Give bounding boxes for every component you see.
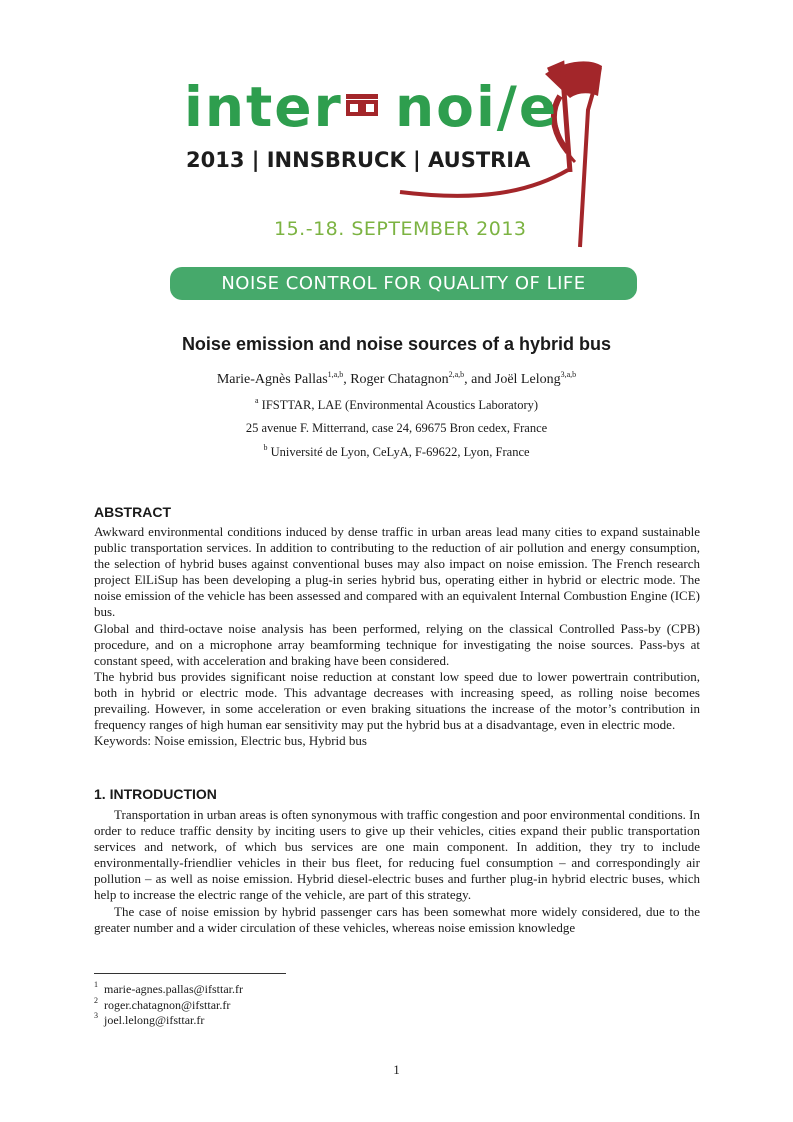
affiliation-text: IFSTTAR, LAE (Environmental Acoustics Laboratory) — [258, 398, 539, 412]
footnote-number: 1 — [94, 980, 98, 989]
affiliation-address: 25 avenue F. Mitterrand, case 24, 69675 Bron cedex, France — [245, 421, 548, 435]
motto-banner — [170, 267, 637, 300]
brand-word-inter: inter — [184, 75, 343, 139]
author-affiliation-mark: 1,a,b — [327, 370, 344, 379]
affiliation-text: Université de Lyon, CeLyA, F-69622, Lyon, France — [267, 445, 530, 459]
author-separator: , and — [464, 372, 495, 387]
affiliation-b — [0, 445, 793, 460]
abstract-body — [94, 524, 700, 749]
motto-text: NOISE CONTROL FOR QUALITY OF LIFE — [221, 273, 586, 294]
footnote-divider — [94, 973, 286, 974]
introduction-heading: 1. INTRODUCTION — [94, 786, 217, 802]
author-name: Joël Lelong — [494, 372, 561, 387]
introduction-paragraph: The case of noise emission by hybrid passenger cars has been somewhat more widely considered, due to the greater number and a wider circulation of these vehicles, whereas noise emission knowledge — [94, 903, 700, 935]
affiliation-a — [0, 398, 793, 413]
brand-word-noise: noi/e — [395, 75, 559, 139]
footnotes — [94, 982, 243, 1029]
introduction-body — [94, 807, 700, 936]
abstract-paragraph: Global and third-octave noise analysis has been performed, relying on the classical Controlled Pass-by (CPB) procedure, and on a microphone array beamforming technique for investigating the noise sources. Pass-bys at constant speed, with acceleration and braking have been considered. — [94, 620, 700, 668]
author-list — [0, 372, 793, 388]
conference-logo — [150, 52, 650, 312]
author-separator: , — [343, 372, 351, 387]
affiliation-mark: a — [254, 396, 259, 405]
abstract-paragraph: Awkward environmental conditions induced by dense traffic in urban areas lead many cities to expand sustainable public transportation services. In addition to contributing to the reduction of air pollution and energy consumption, the selection of hybrid buses against conventional buses may also impact on noise emission. The French research project ElLiSup has been developing a plug-in series hybrid bus, operating either in hybrid or electric mode. The noise emission of the vehicle has been assessed and compared with an equivalent Internal Combustion Engine (ICE) bus. — [94, 524, 700, 620]
author-name: Roger Chatagnon — [350, 372, 449, 387]
conference-dates: 15.-18. SEPTEMBER 2013 — [274, 218, 527, 240]
footnote-text: marie-agnes.pallas@ifsttar.fr — [104, 982, 243, 996]
affiliation-mark: b — [263, 443, 268, 452]
conference-location: 2013 | INNSBRUCK | AUSTRIA — [186, 148, 531, 172]
footnote-number: 3 — [94, 1011, 98, 1020]
footnote-item — [94, 982, 243, 998]
keywords: Keywords: Noise emission, Electric bus, Hybrid bus — [94, 733, 367, 749]
author-affiliation-mark: 2,a,b — [448, 370, 465, 379]
footnote-item — [94, 995, 243, 1014]
author-affiliation-mark: 3,a,b — [560, 370, 577, 379]
footnote-text: joel.lelong@ifsttar.fr — [104, 1013, 205, 1027]
footnote-number: 2 — [94, 995, 98, 1005]
author-name: Marie-Agnès Pallas — [216, 372, 328, 387]
footnote-item — [94, 1013, 243, 1029]
abstract-paragraph: The hybrid bus provides significant noise reduction at constant low speed due to lower powertrain contribution, both in hybrid or electric mode. This advantage decreases with increasing speed, as rolling noise becomes prevailing. However, in some acceleration or even braking situations the increase of the motor’s contribution in frequency ranges of high human ear sensitivity may put the hybrid bus at a disadvantage, even in electric mode. — [94, 668, 700, 733]
abstract-heading: ABSTRACT — [94, 504, 171, 520]
introduction-paragraph: Transportation in urban areas is often synonymous with traffic congestion and poor environmental conditions. In order to reduce traffic density by inciting users to give up their vehicles, cities expand their public transportation services and network, of which bus services are one main component. In addition, they try to include environmentally-friendlier vehicles in their bus fleet, for reducing fuel consumption – and correspondingly air pollution – as well as noise emission. Hybrid diesel-electric buses and further plug-in hybrid electric buses, which help to increase the electric range of the vehicle, are part of this strategy. — [94, 807, 700, 903]
footnote-text: roger.chatagnon@ifsttar.fr — [104, 997, 231, 1012]
page-number: 1 — [393, 1062, 400, 1077]
paper-title: Noise emission and noise sources of a hybrid bus — [181, 334, 612, 354]
